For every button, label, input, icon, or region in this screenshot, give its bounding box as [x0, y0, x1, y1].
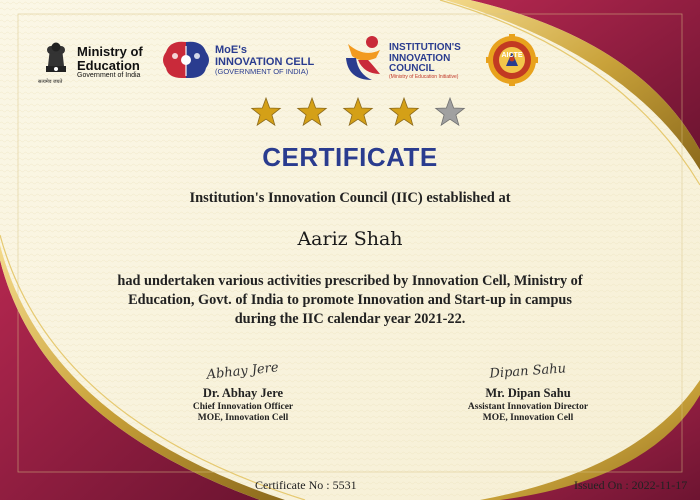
- signatory-designation: Chief Innovation Officer: [192, 402, 294, 412]
- moe-line1: Ministry of: [77, 44, 143, 59]
- signatory-org: MOE, Innovation Cell: [197, 413, 289, 423]
- ic-line2: INNOVATION CELL: [215, 55, 315, 68]
- description-line: Education, Govt. of India to promote Innovation and Start-up in campus: [128, 292, 572, 308]
- national-emblem-icon: [40, 36, 72, 84]
- star-filled-icon: [344, 98, 373, 125]
- star-filled-icon: [252, 98, 281, 125]
- ic-line3: (GOVERNMENT OF INDIA): [215, 67, 309, 77]
- signatory-left: [133, 360, 353, 423]
- signatory-name: Mr. Dipan Sahu: [485, 386, 571, 400]
- certificate-subtitle: Institution's Innovation Council (IIC) established at: [189, 190, 511, 206]
- iic-logo-text: [389, 43, 461, 80]
- brain-icon: [160, 38, 212, 82]
- star-empty-icon: [436, 98, 465, 125]
- iic-line1: INSTITUTION'S: [389, 42, 461, 53]
- moe-line3: Government of India: [77, 72, 141, 80]
- innovation-cell-logo-text: [215, 45, 314, 76]
- iic-line3: COUNCIL: [389, 63, 435, 74]
- description-line: had undertaken various activities prescribed by Innovation Cell, Ministry of: [117, 273, 583, 289]
- certificate-description: [0, 272, 700, 329]
- aicte-label: AICTE: [501, 52, 523, 59]
- certificate-number: Certificate No : 5531: [255, 478, 357, 492]
- signature-image: Abhay Jere: [205, 360, 280, 383]
- gear-seal-icon: [486, 34, 538, 86]
- issued-date: Issued On : 2022-11-17: [574, 478, 688, 492]
- signatory-right: [418, 361, 638, 423]
- certificate-title: CERTIFICATE: [262, 142, 438, 172]
- signature-image: Dipan Sahu: [489, 361, 567, 382]
- moe-logo-text: [77, 45, 143, 80]
- ic-line1: MoE's: [215, 44, 247, 56]
- signatory-name: Dr. Abhay Jere: [202, 386, 284, 400]
- star-filled-icon: [298, 98, 327, 125]
- iic-line4: (Ministry of Education Initiative): [389, 73, 459, 80]
- person-figure-icon: [342, 34, 386, 84]
- description-line: during the IIC calendar year 2021-22.: [234, 311, 466, 327]
- rating-stars: [248, 96, 468, 130]
- iic-line2: INNOVATION: [389, 52, 451, 64]
- moe-line2: Education: [77, 57, 140, 73]
- emblem-caption: सत्यमेव जयते: [38, 79, 63, 85]
- signatory-org: MOE, Innovation Cell: [482, 413, 574, 423]
- star-filled-icon: [390, 98, 419, 125]
- recipient-name: Aariz Shah: [297, 228, 403, 250]
- signatory-designation: Assistant Innovation Director: [467, 402, 589, 412]
